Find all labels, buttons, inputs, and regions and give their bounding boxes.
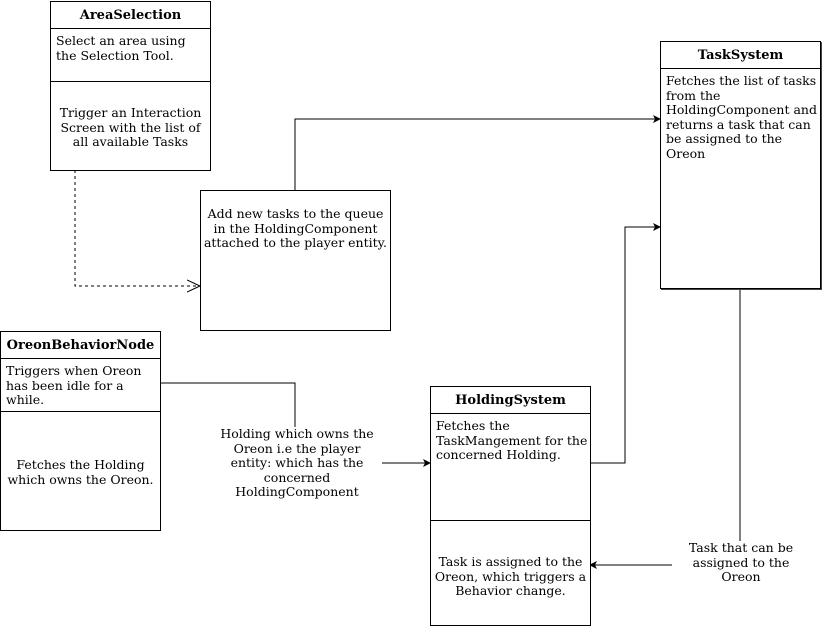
oreon-behavior-text-2: Fetches the Holding which owns the Oreon. xyxy=(7,457,154,487)
holding-system-text-2: Task is assigned to the Oreon, which triggers a Behavior change. xyxy=(434,554,587,598)
oreon-behavior-node[interactable] xyxy=(0,331,161,531)
holding-system-divider xyxy=(431,520,590,521)
task-system-text: Fetches the list of tasks from the HoldingComponent and returns a task that can be assigned to the Oreon xyxy=(666,73,817,161)
edge-tasksystem-to-holding xyxy=(590,288,740,565)
holding-system-text-1: Fetches the TaskMangement for the concerned Holding. xyxy=(436,418,588,462)
oreon-behavior-text-1: Triggers when Oreon has been idle for a while. xyxy=(6,363,142,407)
area-selection-text-1: Select an area using the Selection Tool. xyxy=(56,33,186,63)
edge-holding-to-tasksystem xyxy=(590,227,660,463)
holding-system-title: HoldingSystem xyxy=(431,387,590,414)
area-selection-divider xyxy=(51,81,210,82)
holding-system-node[interactable] xyxy=(430,386,591,626)
area-selection-title: AreaSelection xyxy=(51,2,210,29)
add-tasks-text: Add new tasks to the queue in the HoldingComponent attached to the player entity. xyxy=(203,206,388,250)
task-system-node[interactable] xyxy=(660,41,821,289)
edge-label-task-assignable: Task that can be assigned to the Oreon xyxy=(672,541,810,585)
oreon-behavior-title: OreonBehaviorNode xyxy=(1,332,160,359)
oreon-behavior-divider xyxy=(1,411,160,412)
area-selection-node[interactable] xyxy=(50,1,211,171)
task-system-title: TaskSystem xyxy=(661,42,820,69)
edge-addtasks-to-tasksystem xyxy=(295,119,660,190)
add-tasks-node[interactable] xyxy=(200,190,391,331)
edge-area-to-addtasks xyxy=(75,170,200,286)
edge-label-holding-owner: Holding which owns the Oreon i.e the player entity: which has the concerned HoldingComponent xyxy=(212,427,382,500)
area-selection-text-2: Trigger an Interaction Screen with the list of all available Tasks xyxy=(59,105,202,149)
